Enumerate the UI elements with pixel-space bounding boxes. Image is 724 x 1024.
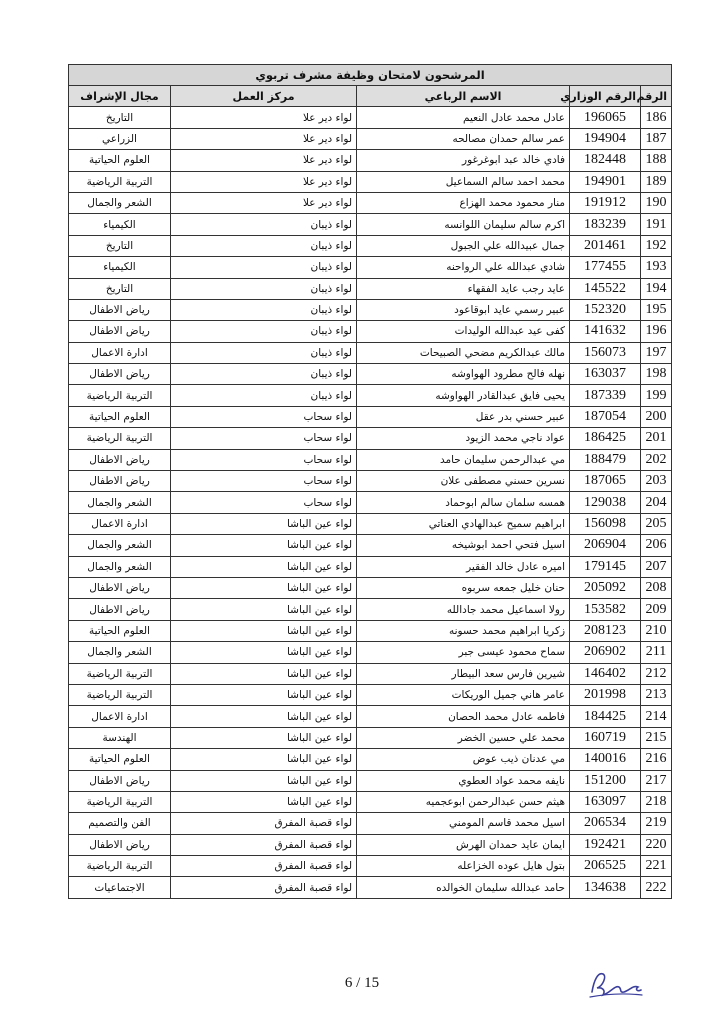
ministerial-id: 196065 [570, 107, 641, 128]
work-center: لواء قصبة المفرق [171, 834, 357, 855]
row-number: 220 [641, 834, 672, 855]
supervision-field: التاريخ [69, 278, 171, 299]
candidate-name: حامد عبدالله سليمان الخوالده [357, 877, 570, 898]
table-row [69, 299, 672, 320]
candidate-name: مي عدنان ذيب عوض [357, 749, 570, 770]
candidate-name: مالك عبدالكريم مضحي الصبيحات [357, 342, 570, 363]
table-row [69, 257, 672, 278]
work-center: لواء دير علا [171, 150, 357, 171]
supervision-field: رياض الاطفال [69, 364, 171, 385]
candidate-name: اسيل محمد قاسم المومني [357, 813, 570, 834]
row-number: 215 [641, 727, 672, 748]
header-no: الرقم [641, 86, 672, 107]
row-number: 201 [641, 428, 672, 449]
supervision-field: الكيمياء [69, 257, 171, 278]
work-center: لواء عين الباشا [171, 663, 357, 684]
ministerial-id: 206904 [570, 535, 641, 556]
row-number: 187 [641, 128, 672, 149]
table-row [69, 364, 672, 385]
supervision-field: التربية الرياضية [69, 663, 171, 684]
table-title-row [69, 65, 672, 86]
work-center: لواء سحاب [171, 492, 357, 513]
ministerial-id: 205092 [570, 577, 641, 598]
table-row [69, 235, 672, 256]
work-center: لواء عين الباشا [171, 535, 357, 556]
ministerial-id: 163097 [570, 791, 641, 812]
ministerial-id: 191912 [570, 192, 641, 213]
row-number: 190 [641, 192, 672, 213]
work-center: لواء عين الباشا [171, 749, 357, 770]
work-center: لواء سحاب [171, 471, 357, 492]
candidate-name: ابراهيم سميح عبدالهادي العناتي [357, 513, 570, 534]
candidate-name: سماح محمود عيسى جبر [357, 642, 570, 663]
candidate-name: محمد احمد سالم السماعيل [357, 171, 570, 192]
row-number: 217 [641, 770, 672, 791]
work-center: لواء عين الباشا [171, 727, 357, 748]
work-center: لواء عين الباشا [171, 556, 357, 577]
ministerial-id: 182448 [570, 150, 641, 171]
supervision-field: رياض الاطفال [69, 599, 171, 620]
table-row [69, 428, 672, 449]
work-center: لواء عين الباشا [171, 791, 357, 812]
candidate-name: نهله فالح مطرود الهواوشه [357, 364, 570, 385]
candidate-name: اميره عادل خالد الفقير [357, 556, 570, 577]
supervision-field: الشعر والجمال [69, 556, 171, 577]
candidate-name: فاطمه عادل محمد الحصان [357, 706, 570, 727]
table-header-row [69, 86, 672, 107]
work-center: لواء عين الباشا [171, 599, 357, 620]
row-number: 214 [641, 706, 672, 727]
row-number: 204 [641, 492, 672, 513]
table-row [69, 492, 672, 513]
supervision-field: رياض الاطفال [69, 834, 171, 855]
table-row [69, 150, 672, 171]
table-row [69, 620, 672, 641]
work-center: لواء سحاب [171, 406, 357, 427]
ministerial-id: 134638 [570, 877, 641, 898]
supervision-field: التربية الرياضية [69, 428, 171, 449]
candidate-name: يحيى فايق عبدالقادر الهواوشه [357, 385, 570, 406]
row-number: 207 [641, 556, 672, 577]
row-number: 222 [641, 877, 672, 898]
row-number: 211 [641, 642, 672, 663]
ministerial-id: 183239 [570, 214, 641, 235]
table-row [69, 513, 672, 534]
supervision-field: الشعر والجمال [69, 535, 171, 556]
work-center: لواء دير علا [171, 192, 357, 213]
work-center: لواء ذيبان [171, 299, 357, 320]
row-number: 189 [641, 171, 672, 192]
row-number: 202 [641, 449, 672, 470]
header-name: الاسم الرباعي [357, 86, 570, 107]
row-number: 206 [641, 535, 672, 556]
header-work-center: مركز العمل [171, 86, 357, 107]
supervision-field: التربية الرياضية [69, 791, 171, 812]
candidate-name: همسه سلمان سالم ابوحماد [357, 492, 570, 513]
candidate-name: عمر سالم حمدان مصالحه [357, 128, 570, 149]
candidate-name: شيرين فارس سعد البيطار [357, 663, 570, 684]
header-ministerial-id: الرقم الوزاري [570, 86, 641, 107]
table-row [69, 471, 672, 492]
table-row [69, 192, 672, 213]
supervision-field: التربية الرياضية [69, 684, 171, 705]
candidate-name: عبير رسمي عايد ابوقاعود [357, 299, 570, 320]
table-body [69, 107, 672, 898]
row-number: 197 [641, 342, 672, 363]
candidate-name: عبير حسني بدر عقل [357, 406, 570, 427]
candidate-name: نسرين حسني مصطفى علان [357, 471, 570, 492]
row-number: 196 [641, 321, 672, 342]
table-row [69, 385, 672, 406]
supervision-field: الفن والتصميم [69, 813, 171, 834]
document-title: المرشحون لامتحان وظيفة مشرف تربوي [69, 65, 672, 86]
signature-icon [586, 966, 646, 1004]
supervision-field: رياض الاطفال [69, 770, 171, 791]
candidate-name: شادي عبدالله علي الرواحنه [357, 257, 570, 278]
page-number: 6 / 15 [344, 975, 380, 991]
row-number: 208 [641, 577, 672, 598]
ministerial-id: 156098 [570, 513, 641, 534]
candidate-name: عايد رجب عايد الفقهاء [357, 278, 570, 299]
supervision-field: الشعر والجمال [69, 192, 171, 213]
candidate-name: اسيل فتحي احمد ابوشيخه [357, 535, 570, 556]
ministerial-id: 206902 [570, 642, 641, 663]
supervision-field: رياض الاطفال [69, 299, 171, 320]
table-row [69, 684, 672, 705]
table-row [69, 406, 672, 427]
work-center: لواء سحاب [171, 428, 357, 449]
candidate-name: نايفه محمد عواد العطوي [357, 770, 570, 791]
work-center: لواء دير علا [171, 171, 357, 192]
ministerial-id: 160719 [570, 727, 641, 748]
ministerial-id: 146402 [570, 663, 641, 684]
ministerial-id: 187054 [570, 406, 641, 427]
table-row [69, 834, 672, 855]
supervision-field: ادارة الاعمال [69, 706, 171, 727]
ministerial-id: 179145 [570, 556, 641, 577]
supervision-field: العلوم الحياتية [69, 620, 171, 641]
header-field: مجال الإشراف [69, 86, 171, 107]
row-number: 219 [641, 813, 672, 834]
work-center: لواء عين الباشا [171, 642, 357, 663]
supervision-field: رياض الاطفال [69, 449, 171, 470]
supervision-field: التاريخ [69, 107, 171, 128]
work-center: لواء سحاب [171, 449, 357, 470]
work-center: لواء ذيبان [171, 278, 357, 299]
candidate-name: عادل محمد عادل النعيم [357, 107, 570, 128]
work-center: لواء عين الباشا [171, 513, 357, 534]
ministerial-id: 140016 [570, 749, 641, 770]
supervision-field: الكيمياء [69, 214, 171, 235]
supervision-field: التربية الرياضية [69, 385, 171, 406]
table-row [69, 214, 672, 235]
candidate-name: حنان خليل جمعه سربوه [357, 577, 570, 598]
work-center: لواء ذيبان [171, 385, 357, 406]
row-number: 216 [641, 749, 672, 770]
row-number: 192 [641, 235, 672, 256]
row-number: 203 [641, 471, 672, 492]
candidate-name: اكرم سالم سليمان اللوانسه [357, 214, 570, 235]
ministerial-id: 156073 [570, 342, 641, 363]
candidate-name: فادي خالد عبد ابوغرغور [357, 150, 570, 171]
table-row [69, 449, 672, 470]
table-row [69, 749, 672, 770]
row-number: 221 [641, 856, 672, 877]
ministerial-id: 152320 [570, 299, 641, 320]
candidate-name: رولا اسماعيل محمد جادالله [357, 599, 570, 620]
table-row [69, 770, 672, 791]
supervision-field: التاريخ [69, 235, 171, 256]
row-number: 205 [641, 513, 672, 534]
ministerial-id: 153582 [570, 599, 641, 620]
work-center: لواء دير علا [171, 107, 357, 128]
table-row [69, 278, 672, 299]
table-row [69, 171, 672, 192]
supervision-field: الزراعي [69, 128, 171, 149]
table-row [69, 342, 672, 363]
work-center: لواء ذيبان [171, 214, 357, 235]
supervision-field: التربية الرياضية [69, 171, 171, 192]
table-row [69, 577, 672, 598]
ministerial-id: 194901 [570, 171, 641, 192]
ministerial-id: 186425 [570, 428, 641, 449]
row-number: 193 [641, 257, 672, 278]
candidate-name: زكريا ابراهيم محمد حسونه [357, 620, 570, 641]
row-number: 194 [641, 278, 672, 299]
work-center: لواء عين الباشا [171, 577, 357, 598]
supervision-field: ادارة الاعمال [69, 513, 171, 534]
work-center: لواء دير علا [171, 128, 357, 149]
row-number: 191 [641, 214, 672, 235]
ministerial-id: 201998 [570, 684, 641, 705]
row-number: 199 [641, 385, 672, 406]
supervision-field: العلوم الحياتية [69, 749, 171, 770]
work-center: لواء ذيبان [171, 235, 357, 256]
work-center: لواء قصبة المفرق [171, 856, 357, 877]
ministerial-id: 187065 [570, 471, 641, 492]
row-number: 200 [641, 406, 672, 427]
ministerial-id: 194904 [570, 128, 641, 149]
ministerial-id: 187339 [570, 385, 641, 406]
work-center: لواء ذيبان [171, 364, 357, 385]
table-row [69, 706, 672, 727]
candidate-name: مي عبدالرحمن سليمان حامد [357, 449, 570, 470]
table-row [69, 877, 672, 898]
table-row [69, 642, 672, 663]
row-number: 186 [641, 107, 672, 128]
candidate-name: عواد ناجي محمد الزيود [357, 428, 570, 449]
ministerial-id: 145522 [570, 278, 641, 299]
candidate-name: بتول هايل عوده الخزاعله [357, 856, 570, 877]
work-center: لواء قصبة المفرق [171, 877, 357, 898]
candidate-name: كفى عيد عبدالله الوليدات [357, 321, 570, 342]
candidates-table [68, 64, 672, 899]
ministerial-id: 184425 [570, 706, 641, 727]
work-center: لواء عين الباشا [171, 620, 357, 641]
table-row [69, 727, 672, 748]
row-number: 198 [641, 364, 672, 385]
row-number: 218 [641, 791, 672, 812]
work-center: لواء عين الباشا [171, 770, 357, 791]
table-row [69, 556, 672, 577]
candidate-name: هيثم حسن عبدالرحمن ابوعجميه [357, 791, 570, 812]
supervision-field: رياض الاطفال [69, 321, 171, 342]
supervision-field: رياض الاطفال [69, 577, 171, 598]
work-center: لواء عين الباشا [171, 684, 357, 705]
row-number: 195 [641, 299, 672, 320]
ministerial-id: 129038 [570, 492, 641, 513]
table-row [69, 663, 672, 684]
candidate-name: محمد علي حسين الخضر [357, 727, 570, 748]
table-row [69, 813, 672, 834]
table-row [69, 321, 672, 342]
row-number: 213 [641, 684, 672, 705]
supervision-field: ادارة الاعمال [69, 342, 171, 363]
work-center: لواء ذيبان [171, 342, 357, 363]
ministerial-id: 163037 [570, 364, 641, 385]
candidate-name: جمال عبيدالله علي الجبول [357, 235, 570, 256]
ministerial-id: 141632 [570, 321, 641, 342]
ministerial-id: 208123 [570, 620, 641, 641]
row-number: 209 [641, 599, 672, 620]
ministerial-id: 188479 [570, 449, 641, 470]
ministerial-id: 206525 [570, 856, 641, 877]
row-number: 210 [641, 620, 672, 641]
table-row [69, 599, 672, 620]
table-row [69, 791, 672, 812]
candidate-name: عامر هاني جميل الوريكات [357, 684, 570, 705]
candidate-name: ايمان عايد حمدان الهرش [357, 834, 570, 855]
work-center: لواء ذيبان [171, 257, 357, 278]
ministerial-id: 206534 [570, 813, 641, 834]
candidate-name: منار محمود محمد الهزاع [357, 192, 570, 213]
table-row [69, 128, 672, 149]
table-row [69, 107, 672, 128]
supervision-field: الشعر والجمال [69, 492, 171, 513]
supervision-field: العلوم الحياتية [69, 150, 171, 171]
supervision-field: الهندسة [69, 727, 171, 748]
ministerial-id: 201461 [570, 235, 641, 256]
supervision-field: الاجتماعيات [69, 877, 171, 898]
row-number: 212 [641, 663, 672, 684]
supervision-field: الشعر والجمال [69, 642, 171, 663]
ministerial-id: 177455 [570, 257, 641, 278]
table-row [69, 856, 672, 877]
supervision-field: رياض الاطفال [69, 471, 171, 492]
work-center: لواء ذيبان [171, 321, 357, 342]
work-center: لواء عين الباشا [171, 706, 357, 727]
ministerial-id: 151200 [570, 770, 641, 791]
work-center: لواء قصبة المفرق [171, 813, 357, 834]
supervision-field: العلوم الحياتية [69, 406, 171, 427]
supervision-field: التربية الرياضية [69, 856, 171, 877]
table-row [69, 535, 672, 556]
ministerial-id: 192421 [570, 834, 641, 855]
row-number: 188 [641, 150, 672, 171]
